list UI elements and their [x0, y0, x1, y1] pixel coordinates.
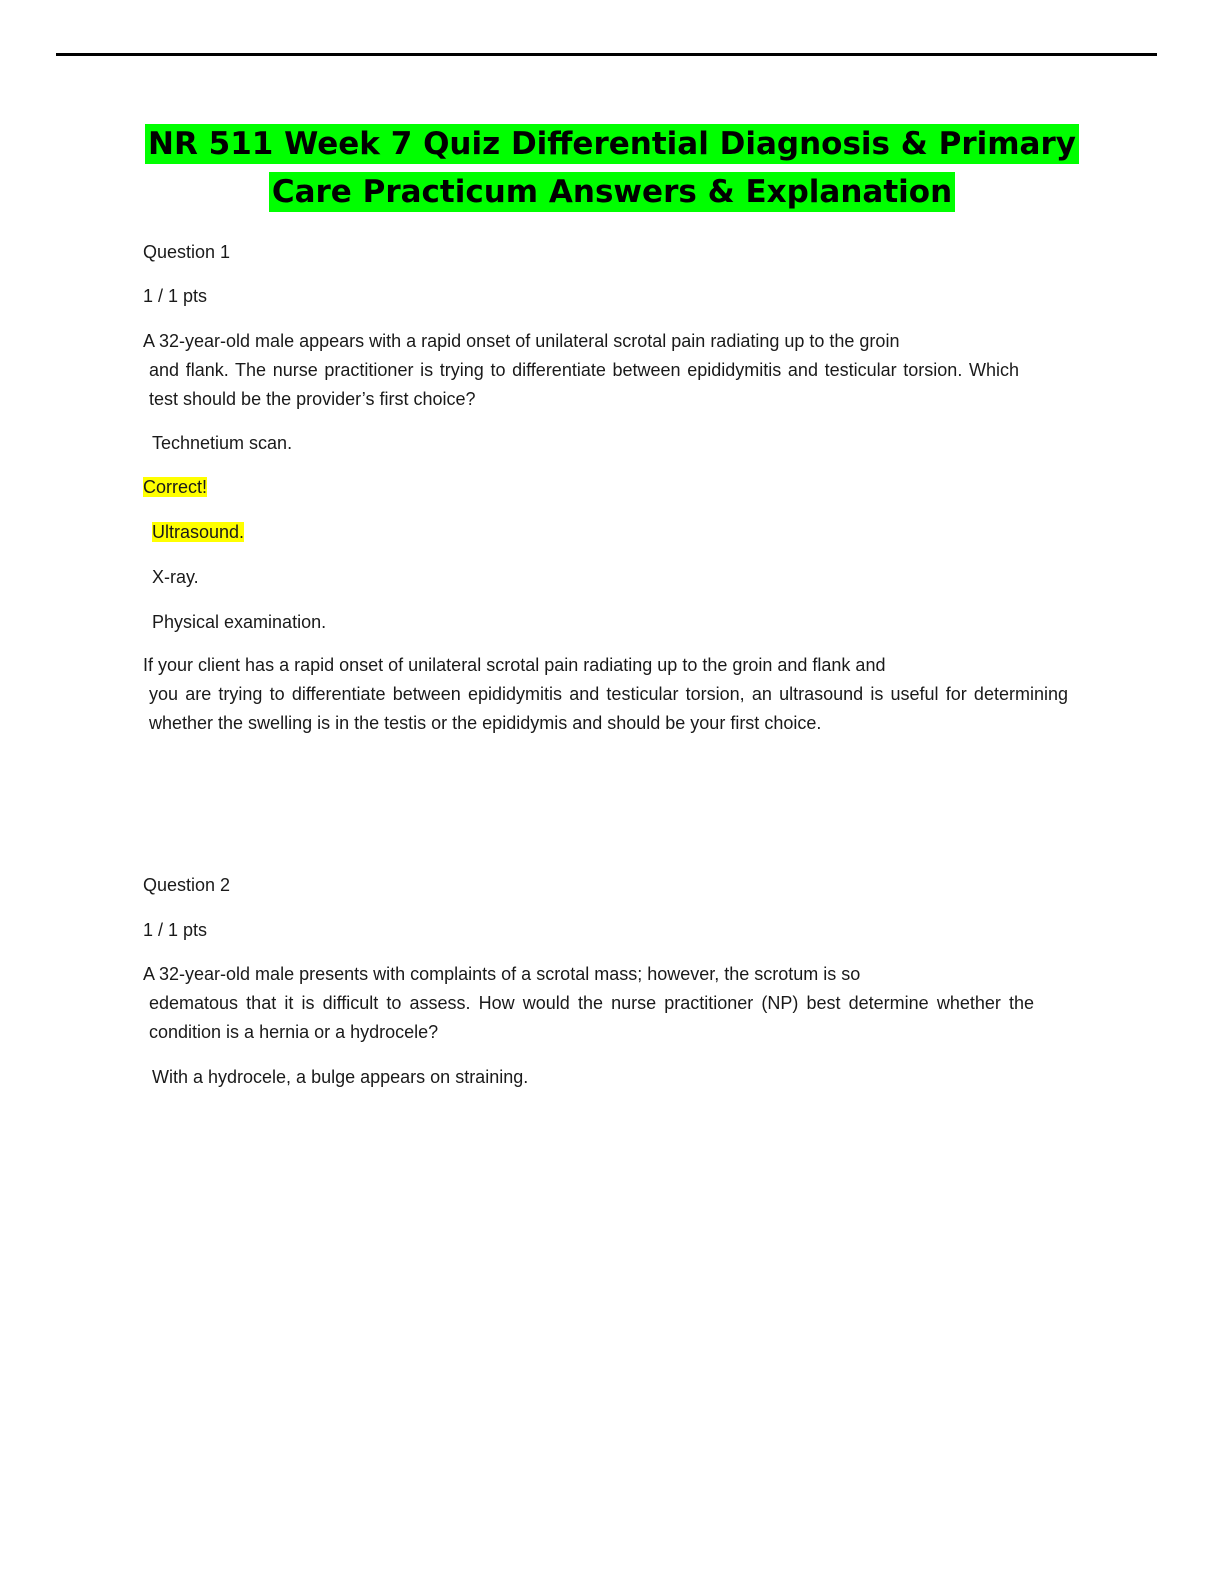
correct-label: Correct!: [143, 477, 208, 497]
explanation-rest: you are trying to differentiate between epididymitis and testicular torsion, an ultrasound is useful for determining whether the swelling is in the testis or the epididymis and should be your first choice.: [149, 684, 1068, 733]
question-2-score: 1 / 1 pts: [143, 920, 208, 940]
question-1-explanation: [143, 651, 1068, 738]
q1-option-4: Physical examination.: [152, 612, 327, 632]
header-rule: [56, 53, 1157, 56]
q2-option-1: With a hydrocele, a bulge appears on straining.: [152, 1067, 529, 1087]
document-title: [100, 120, 1124, 216]
question-2-text: [143, 960, 1068, 1047]
question-1-text-rest: and flank. The nurse practitioner is trying to differentiate between epididymitis and testicular torsion. Which test should be the provider’s first choice?: [149, 360, 1019, 409]
question-1-text-line-1: A 32-year-old male appears with a rapid onset of unilateral scrotal pain radiating up to the groin: [143, 331, 900, 351]
question-2-text-line-1: A 32-year-old male presents with complaints of a scrotal mass; however, the scrotum is so: [143, 964, 861, 984]
question-2-heading: Question 2: [143, 875, 231, 895]
question-1-heading: Question 1: [143, 242, 231, 262]
q1-option-1: Technetium scan.: [152, 433, 293, 453]
title-line-2: Care Practicum Answers & Explanation: [269, 172, 955, 212]
title-line-1: NR 511 Week 7 Quiz Differential Diagnosis & Primary: [145, 124, 1079, 164]
question-1-text: [143, 327, 1068, 414]
explanation-line-1: If your client has a rapid onset of unilateral scrotal pain radiating up to the groin and flank and: [143, 655, 886, 675]
q1-option-2: Ultrasound.: [152, 522, 245, 542]
question-1-score: 1 / 1 pts: [143, 286, 208, 306]
q1-option-3: X-ray.: [152, 567, 199, 587]
question-2-text-rest: edematous that it is difficult to assess. How would the nurse practitioner (NP) best determine whether the condition is a hernia or a hydrocele?: [149, 993, 1034, 1042]
